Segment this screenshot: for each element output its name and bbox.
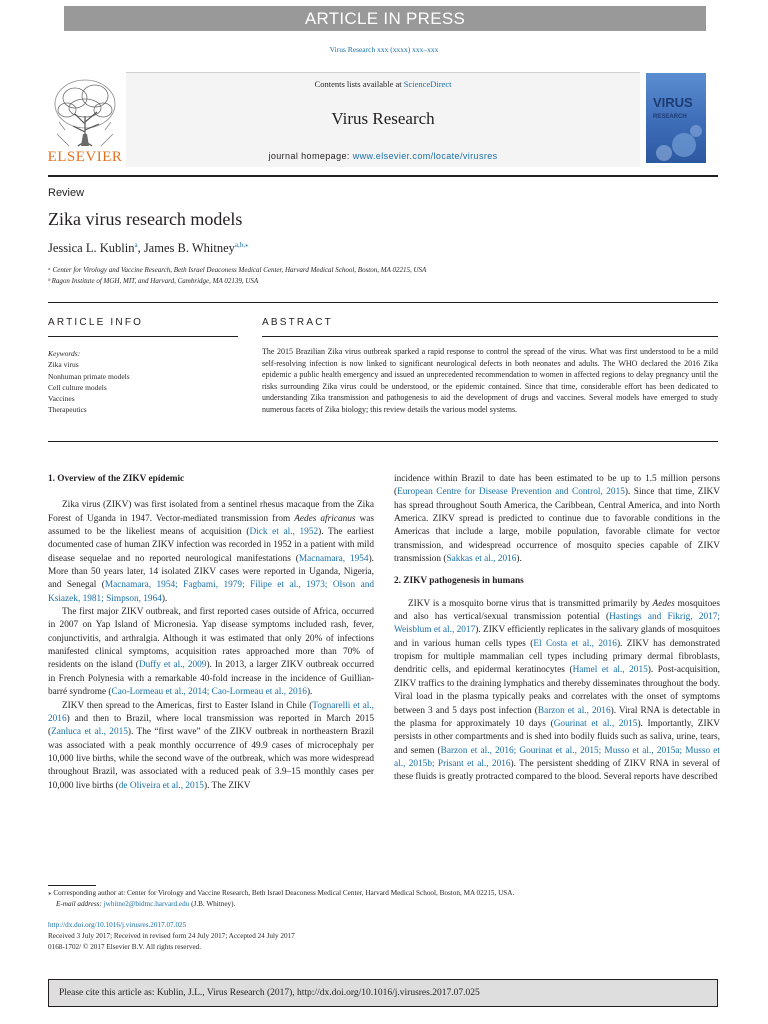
citation-link[interactable]: Sakkas et al., 2016 bbox=[446, 554, 517, 565]
article-info-rule bbox=[48, 336, 238, 337]
keyword-item: Cell culture models bbox=[48, 382, 107, 392]
journal-reference[interactable]: Virus Research xxx (xxxx) xxx–xxx bbox=[329, 45, 439, 54]
text-run: was assumed to be the likeliest means of acquisition ( bbox=[48, 513, 374, 538]
paragraph bbox=[48, 700, 374, 793]
cover-virus-graphic-icon bbox=[646, 123, 706, 163]
text-run: ). Post-acquisition, ZIKV traffics to the draining lymphatics and thereby disseminates throughout the body. Viral load in the plasma typically peaks and correlates with the onset of symptoms between 3 and 5 days post infection ( bbox=[394, 665, 720, 716]
keyword-item: Therapeutics bbox=[48, 405, 87, 415]
citation-link[interactable]: Gourinat et al., 2015 bbox=[553, 718, 638, 729]
received-dates: Received 3 July 2017; Received in revised form 24 July 2017; Accepted 24 July 2017 bbox=[48, 931, 295, 940]
keywords-block bbox=[48, 348, 238, 416]
keyword-item: Nonhuman primate models bbox=[48, 371, 130, 381]
email-note bbox=[48, 899, 718, 910]
italic-text: Aedes africanus bbox=[294, 513, 356, 524]
text-run: ). bbox=[161, 593, 168, 604]
email-label: E-mail address: bbox=[56, 900, 104, 909]
author-whitney-affil[interactable]: a,b,⁎ bbox=[234, 241, 249, 249]
contents-availability bbox=[126, 79, 640, 89]
text-run: mosquitoes and also has vertical/sexual transmission potential ( bbox=[394, 598, 720, 623]
body-column-right bbox=[394, 473, 720, 785]
text-run: ZIKV then spread to the Americas, first to Easter Island in Chile ( bbox=[62, 700, 313, 711]
abstract-heading: ABSTRACT bbox=[262, 317, 333, 328]
keyword-item: Zika virus bbox=[48, 360, 79, 370]
affiliation-b: ᵇ Ragon Institute of MGH, MIT, and Harvard, Cambridge, MA 02139, USA bbox=[48, 277, 259, 285]
doi-link[interactable]: http://dx.doi.org/10.1016/j.virusres.2017.07.025 bbox=[48, 921, 187, 929]
citation-link[interactable]: Duffy et al., 2009 bbox=[138, 660, 207, 671]
footnotes bbox=[48, 888, 718, 910]
abstract-divider bbox=[48, 441, 718, 442]
citation-link[interactable]: European Centre for Disease Prevention and Control, 2015 bbox=[397, 487, 625, 498]
text-run: ). Viral RNA is detectable in the plasma for approximately 10 days ( bbox=[394, 705, 720, 729]
keywords-label: Keywords: bbox=[48, 349, 81, 358]
affiliation-a: ᵃ Center for Virology and Vaccine Research, Beth Israel Deaconess Medical Center, Harvard Medical School, Boston, MA 02215, USA bbox=[48, 266, 427, 274]
section-2-heading: 2. ZIKV pathogenesis in humans bbox=[394, 576, 524, 587]
corresponding-author-note: ⁎ Corresponding author at: Center for Virology and Vaccine Research, Beth Israel Deaconess Medical Center, Harvard Medical School, Boston, MA 02215, USA. bbox=[48, 889, 515, 897]
citation-link[interactable]: Macnamara, 1954 bbox=[298, 553, 369, 564]
abstract-text: The 2015 Brazilian Zika virus outbreak sparked a rapid response to control the spread of the virus. What was first understood to be a mild self-resolving infection is now linked to significant neurological defects in both neonates and adults. The WHO declared the 2016 Zika epidemic a public health emergency and issued an unprecedented recommendation to women in affected regions to delay pregnancy until the risks surrounding Zika virus could be understood, or the epidemic contained. Since that time, considerable effort has been dedicated to understanding Zika transmission and pathogenesis to aid the development of drugs and vaccines. Several models have emerged to study numerous facets of Zika biology; this review details the various model systems. bbox=[262, 347, 718, 414]
article-info-heading: ARTICLE INFO bbox=[48, 317, 144, 328]
text-run: ). In 2013, a larger ZIKV outbreak occurred in French Polynesia with a remarkable 40-fold increase in the incidence of Guillian-barré syndrome ( bbox=[48, 660, 374, 698]
citation-box: Please cite this article as: Kublin, J.L., Virus Research (2017), http://dx.doi.org/10.1016/j.virusres.2017.07.025 bbox=[48, 979, 718, 1007]
citation-link[interactable]: Barzon et al., 2016 bbox=[537, 705, 611, 716]
author-kublin: Jessica L. Kublin bbox=[48, 241, 135, 256]
article-in-press-banner: ARTICLE IN PRESS bbox=[64, 6, 706, 31]
elsevier-wordmark: ELSEVIER bbox=[47, 149, 123, 165]
author-kublin-affil[interactable]: a bbox=[134, 241, 138, 249]
contents-prefix: Contents lists available at bbox=[314, 79, 404, 89]
text-run: ) and then to Brazil, where local transmission was reported in March 2015 ( bbox=[48, 713, 374, 738]
article-history bbox=[48, 920, 718, 952]
text-run: ). bbox=[516, 554, 522, 565]
body-column-left bbox=[48, 473, 374, 793]
italic-text: Aedes bbox=[652, 598, 675, 609]
text-run: ). The earliest documented case of human ZIKV infection was recorded in 1952 in a patient with mild disease sequelae and no reported neurological manifestations ( bbox=[48, 527, 374, 564]
citation-link[interactable]: Zanluca et al., 2015 bbox=[51, 727, 128, 738]
cover-title-line1: VIRUS bbox=[653, 95, 693, 110]
text-run: ZIKV is a mosquito borne virus that is transmitted primarily by bbox=[408, 598, 653, 609]
citation-link[interactable]: Cao-Lormeau et al., 2014; Cao-Lormeau et al., 2016 bbox=[111, 687, 307, 698]
citation-link[interactable]: Tognarelli et al., 2016 bbox=[48, 700, 374, 724]
text-run: ). ZIKV efficiently replicates in the salivary glands of mosquitoes and in various human cells types ( bbox=[394, 625, 720, 649]
email-link[interactable]: jwhitne2@bidmc.harvard.edu bbox=[103, 900, 190, 909]
text-run: ). The “first wave” of the ZIKV outbreak in northeastern Brazil was associated with a peak monthly occurrence of 49.9 cases of microcephaly per 10,000 live births, while the second wave of the outbreak, which was more widespread throughout Brazil, was associated with a reduced peak of 3.9–15 monthly cases per 10,000 live births ( bbox=[48, 727, 374, 791]
text-run: incidence within Brazil to date has been estimated to be up to 1.5 million persons ( bbox=[394, 474, 720, 498]
affiliation-divider bbox=[48, 302, 718, 303]
sciencedirect-link[interactable]: ScienceDirect bbox=[403, 79, 452, 89]
text-run: ). ZIKV has demonstrated tropism for multiple mammalian cell types including primary dermal fibroblasts, dendritic cells, and epidermal keratinocytes ( bbox=[394, 638, 721, 676]
text-run: ). Since that time, ZIKV has spread throughout South America, the Caribbean, Central America, and into North America. ZIKV spread is predicted to continue due to favorable conditions in the Americas that include a large, mobile population, favorable climate for vector transmission, and widespread occurrence of mosquito species capable of ZIKV transmission ( bbox=[394, 487, 720, 565]
text-run: ). bbox=[306, 687, 313, 698]
journal-cover-thumbnail[interactable] bbox=[646, 73, 706, 163]
citation-link[interactable]: El Costa et al., 2016 bbox=[533, 638, 617, 649]
paragraph bbox=[394, 473, 720, 566]
citation-link[interactable]: Hamel et al., 2015 bbox=[572, 665, 648, 676]
citation-link[interactable]: Macnamara, 1954; Fagbami, 1979; Filipe et al., 1973; Olson and Ksiazek, 1981; Simpson, 1964 bbox=[48, 580, 374, 604]
journal-title: Virus Research bbox=[331, 109, 435, 128]
header-divider bbox=[48, 175, 718, 177]
cover-title-line2: RESEARCH bbox=[653, 114, 687, 120]
text-run: ). The ZIKV bbox=[203, 780, 251, 791]
footnote-divider bbox=[48, 885, 96, 886]
abstract-rule bbox=[262, 336, 718, 337]
journal-homepage bbox=[126, 151, 640, 161]
citation-link[interactable]: Dick et al., 1952 bbox=[249, 527, 319, 538]
author-list bbox=[48, 241, 249, 256]
citation-link[interactable]: Barzon et al., 2016; Gourinat et al., 2015; Musso et al., 2015a; Musso et al., 2015b; Prisant et al., 2016 bbox=[394, 745, 720, 769]
homepage-prefix: journal homepage: bbox=[268, 151, 353, 161]
citation-link[interactable]: de Oliveira et al., 2015 bbox=[118, 780, 204, 791]
paragraph bbox=[48, 499, 374, 606]
text-run: Zika virus (ZIKV) was first isolated from a sentinel rhesus macaque from the Zika Forest of Uganda in 1947. Vector-mediated transmission from bbox=[48, 500, 374, 524]
section-1-heading: 1. Overview of the ZIKV epidemic bbox=[48, 474, 185, 484]
article-title: Zika virus research models bbox=[48, 209, 243, 229]
text-run: ). More than 50 years later, 14 isolated ZIKV cases were reported in Uganda, Nigeria, and Senegal ( bbox=[48, 553, 374, 591]
text-run: ). Importantly, ZIKV persists in other compartments and is shed into bodily fluids such as saliva, urine, tears, and semen ( bbox=[394, 718, 721, 756]
text-run: ). The persistent shedding of ZIKV RNA in several of these fluids is greatly protracted compared to the blood. Several reports have described bbox=[394, 758, 720, 783]
paragraph bbox=[394, 598, 720, 785]
keyword-item: Vaccines bbox=[48, 394, 75, 404]
author-whitney: , James B. Whitney bbox=[137, 241, 235, 256]
text-run: The first major ZIKV outbreak, and first reported cases outside of Africa, occurred in 2007 on Yap Island of Micronesia. Yap disease symptoms included rash, fever, conjunctivitis, and arthralgia. Although it was estimated that only 20% of infections manifested clinical symptoms, acquisition rates approached more than 70% of residents on the island ( bbox=[48, 607, 374, 671]
article-type: Review bbox=[48, 187, 85, 199]
citation-link[interactable]: Hastings and Fikrig, 2017; Weisblum et al., 2017 bbox=[394, 612, 720, 636]
paragraph bbox=[48, 606, 374, 699]
email-suffix: (J.B. Whitney). bbox=[189, 900, 236, 909]
homepage-link[interactable]: www.elsevier.com/locate/virusres bbox=[352, 151, 498, 161]
issn-copyright: 0168-1702/ © 2017 Elsevier B.V. All rights reserved. bbox=[48, 942, 202, 951]
cover-title bbox=[653, 97, 693, 123]
